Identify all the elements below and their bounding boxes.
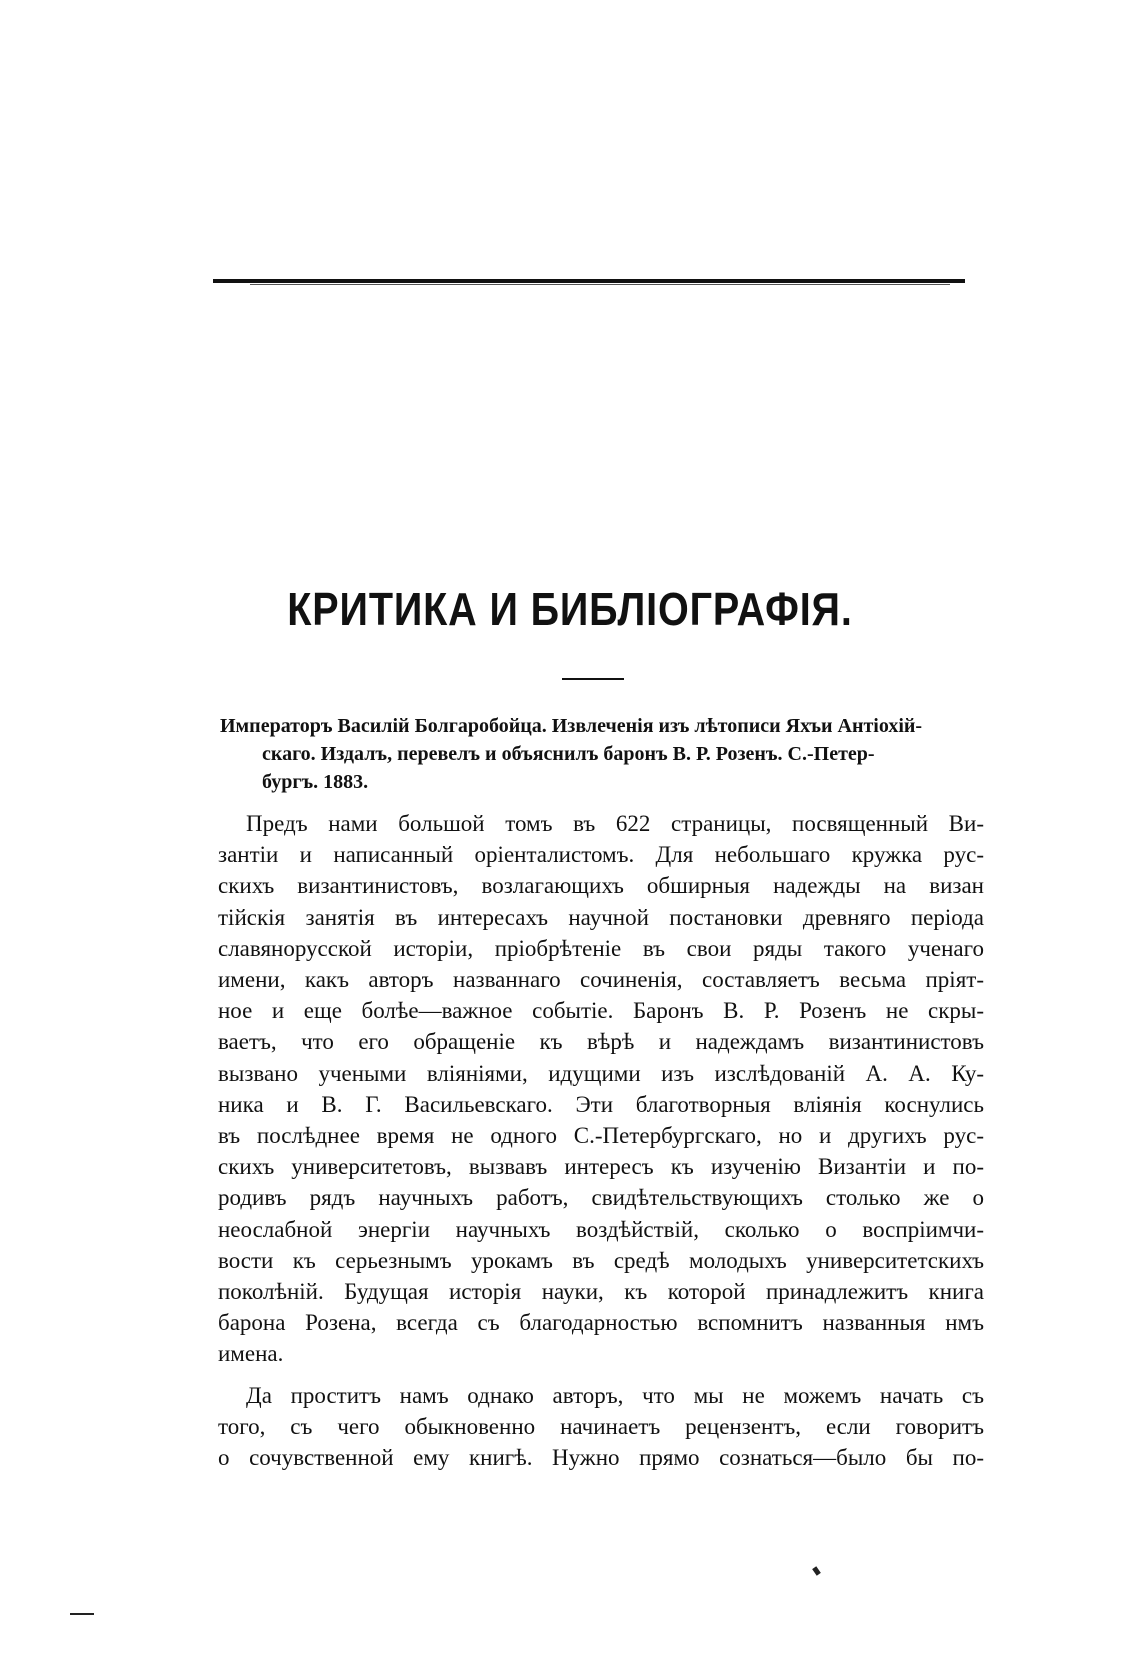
top-rule-thin bbox=[250, 284, 950, 285]
text-line: ное и еще болѣе—важное событiе. Баронъ В. Р. Розенъ не скры- bbox=[218, 998, 984, 1024]
text-line: скихъ университетовъ, вызвавъ интересъ къ изученiю Византiи и по- bbox=[218, 1154, 984, 1180]
ink-speck bbox=[812, 1566, 821, 1575]
text-line: неослабной энергiи научныхъ воздѣйствiй, сколько о воспрiимчи- bbox=[218, 1216, 984, 1242]
text-line: родивъ рядъ научныхъ работъ, свидѣтельствующихъ столько же о bbox=[218, 1185, 984, 1211]
text-line: скихъ византинистовъ, возлагающихъ обширныя надежды на визан bbox=[218, 873, 984, 899]
text-line: вости къ серьезнымъ урокамъ въ средѣ молодыхъ университетскихъ bbox=[218, 1247, 984, 1273]
text-line: вызвано учеными влiянiями, идущими изъ изслѣдованiй А. А. Ку- bbox=[218, 1060, 984, 1086]
citation-line-3: бургъ. 1883. bbox=[262, 771, 369, 793]
paragraph-2 bbox=[218, 1380, 984, 1474]
margin-mark bbox=[70, 1613, 94, 1615]
text-line: въ послѣднее время не одного С.-Петербургскаго, но и другихъ рус- bbox=[218, 1123, 984, 1149]
text-line: тiйскiя занятiя въ интересахъ научной постановки древняго перiода bbox=[218, 904, 984, 930]
text-line: того, съ чего обыкновенно начинаетъ рецензентъ, если говоритъ bbox=[218, 1413, 984, 1439]
title-divider bbox=[562, 678, 624, 680]
top-rule bbox=[213, 279, 965, 283]
text-line: имени, какъ авторъ названнаго сочиненiя, составляетъ весьма прiят- bbox=[218, 967, 984, 993]
text-line: ника и В. Г. Васильевскаго. Эти благотворныя влiянiя коснулись bbox=[218, 1091, 984, 1117]
text-line: поколѣнiй. Будущая исторiя науки, къ которой принадлежитъ книга bbox=[218, 1279, 984, 1305]
text-line: ваетъ, что его обращенiе къ вѣрѣ и надеждамъ византинистовъ bbox=[218, 1029, 984, 1055]
text-line: имена. bbox=[218, 1341, 284, 1367]
review-body bbox=[218, 808, 984, 1473]
text-line: зантiи и написанный орiенталистомъ. Для небольшаго кружка рус- bbox=[218, 842, 984, 868]
text-line: Да проститъ намъ однако авторъ, что мы не можемъ начать съ bbox=[246, 1382, 984, 1408]
citation-line-1: Императоръ Василiй Болгаробойца. Извлеченiя изъ лѣтописи Яхъи Антiохiй- bbox=[220, 715, 923, 737]
book-citation bbox=[220, 712, 980, 796]
page-title: КРИТИКА И БИБЛIОГРАФIЯ. bbox=[287, 583, 853, 635]
text-line: славянорусской исторiи, прiобрѣтенiе въ свои ряды такого ученаго bbox=[218, 935, 984, 961]
text-line: о сочувственной ему книгѣ. Нужно прямо сознаться—было бы по- bbox=[218, 1445, 984, 1471]
text-line: Предъ нами большой томъ въ 622 страницы, посвященный Ви- bbox=[246, 811, 984, 836]
citation-line-2: скаго. Издалъ, перевелъ и объяснилъ баронъ В. Р. Розенъ. С.-Петер- bbox=[262, 743, 875, 765]
paragraph-1 bbox=[218, 808, 984, 1370]
text-line: барона Розена, всегда съ благодарностью вспомнитъ названныя нмъ bbox=[218, 1310, 984, 1336]
